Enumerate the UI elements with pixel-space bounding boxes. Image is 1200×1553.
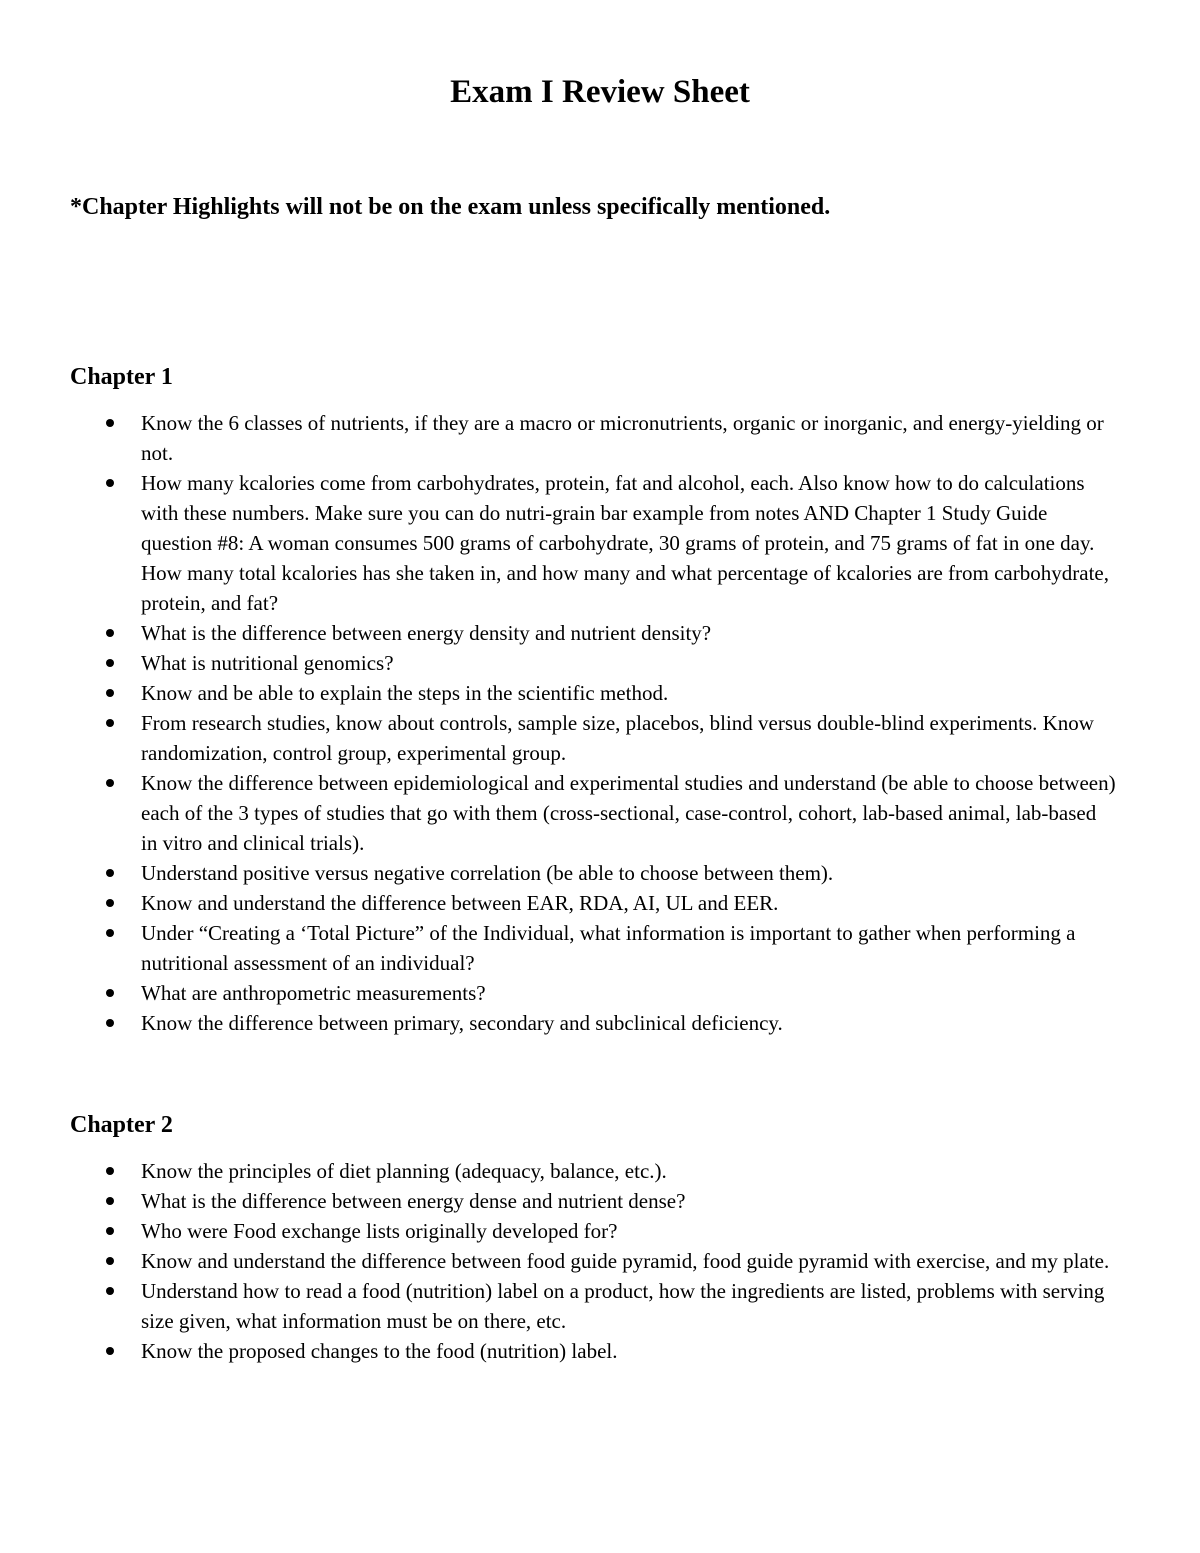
list-item-text: What are anthropometric measurements?	[141, 981, 486, 1005]
list-item	[70, 1336, 1116, 1366]
chapter-1-section	[70, 362, 1150, 1038]
page-title: Exam I Review Sheet	[450, 74, 750, 110]
list-item-text: Who were Food exchange lists originally developed for?	[141, 1219, 618, 1243]
list-item-text: What is nutritional genomics?	[141, 651, 394, 675]
chapter-2-section	[70, 1110, 1150, 1366]
list-item	[70, 978, 1116, 1008]
chapter-heading: Chapter 2	[70, 1112, 173, 1138]
bullet-icon	[106, 719, 114, 727]
list-item-text: Know and understand the difference between EAR, RDA, AI, UL and EER.	[141, 891, 779, 915]
list-item-text: Know the principles of diet planning (adequacy, balance, etc.).	[141, 1159, 667, 1183]
list-item-text: What is the difference between energy density and nutrient density?	[141, 621, 712, 645]
list-item	[70, 678, 1116, 708]
list-item	[70, 1186, 1116, 1216]
bullet-icon	[106, 989, 114, 997]
list-item	[70, 468, 1116, 618]
list-item	[70, 618, 1116, 648]
bullet-icon	[106, 929, 114, 937]
list-item-text: Know the 6 classes of nutrients, if they are a macro or micronutrients, organic or inorganic, and energy-yielding or not.	[141, 411, 1104, 465]
bullet-icon	[106, 1347, 114, 1355]
chapter-1-list	[70, 408, 1150, 1038]
list-item-text: Know and be able to explain the steps in the scientific method.	[141, 681, 669, 705]
bullet-icon	[106, 779, 114, 787]
bullet-icon	[106, 1019, 114, 1027]
bullet-icon	[106, 899, 114, 907]
list-item-text: How many kcalories come from carbohydrates, protein, fat and alcohol, each. Also know how to do calculations with these numbers. Make sure you can do nutri-grain bar example from notes AND Chapter 1 Study Guide question #8: A woman consumes 500 grams of carbohydrate, 30 grams of protein, and 75 grams of fat in one day. How many total kcalories has she taken in, and how many and what percentage of kcalories are from carbohydrate, protein, and fat?	[141, 471, 1109, 615]
list-item	[70, 858, 1116, 888]
list-item	[70, 1276, 1116, 1336]
list-item	[70, 648, 1116, 678]
bullet-icon	[106, 1227, 114, 1235]
list-item	[70, 408, 1116, 468]
list-item	[70, 1246, 1116, 1276]
list-item	[70, 1156, 1116, 1186]
list-item	[70, 888, 1116, 918]
chapter-heading: Chapter 1	[70, 364, 173, 390]
bullet-icon	[106, 659, 114, 667]
list-item-text: Know the difference between epidemiological and experimental studies and understand (be able to choose between) each of the 3 types of studies that go with them (cross-sectional, case-control, cohort, lab-based animal, lab-based in vitro and clinical trials).	[141, 771, 1116, 855]
chapter-2-list	[70, 1156, 1150, 1366]
bullet-icon	[106, 1197, 114, 1205]
list-item-text: From research studies, know about controls, sample size, placebos, blind versus double-blind experiments. Know randomization, control group, experimental group.	[141, 711, 1094, 765]
bullet-icon	[106, 629, 114, 637]
bullet-icon	[106, 479, 114, 487]
list-item	[70, 768, 1116, 858]
list-item-text: Know the difference between primary, secondary and subclinical deficiency.	[141, 1011, 783, 1035]
bullet-icon	[106, 869, 114, 877]
list-item-text: Under “Creating a ‘Total Picture” of the Individual, what information is important to gather when performing a nutritional assessment of an individual?	[141, 921, 1076, 975]
bullet-icon	[106, 1287, 114, 1295]
exam-note: *Chapter Highlights will not be on the exam unless specifically mentioned.	[70, 194, 831, 220]
list-item-text: Know and understand the difference between food guide pyramid, food guide pyramid with exercise, and my plate.	[141, 1249, 1110, 1273]
list-item	[70, 918, 1116, 978]
list-item-text: What is the difference between energy dense and nutrient dense?	[141, 1189, 686, 1213]
list-item-text: Understand how to read a food (nutrition) label on a product, how the ingredients are listed, problems with serving size given, what information must be on there, etc.	[141, 1279, 1105, 1333]
list-item	[70, 1216, 1116, 1246]
list-item-text: Know the proposed changes to the food (nutrition) label.	[141, 1339, 618, 1363]
bullet-icon	[106, 1257, 114, 1265]
list-item	[70, 1008, 1116, 1038]
bullet-icon	[106, 689, 114, 697]
bullet-icon	[106, 1167, 114, 1175]
list-item	[70, 708, 1116, 768]
bullet-icon	[106, 419, 114, 427]
list-item-text: Understand positive versus negative correlation (be able to choose between them).	[141, 861, 834, 885]
